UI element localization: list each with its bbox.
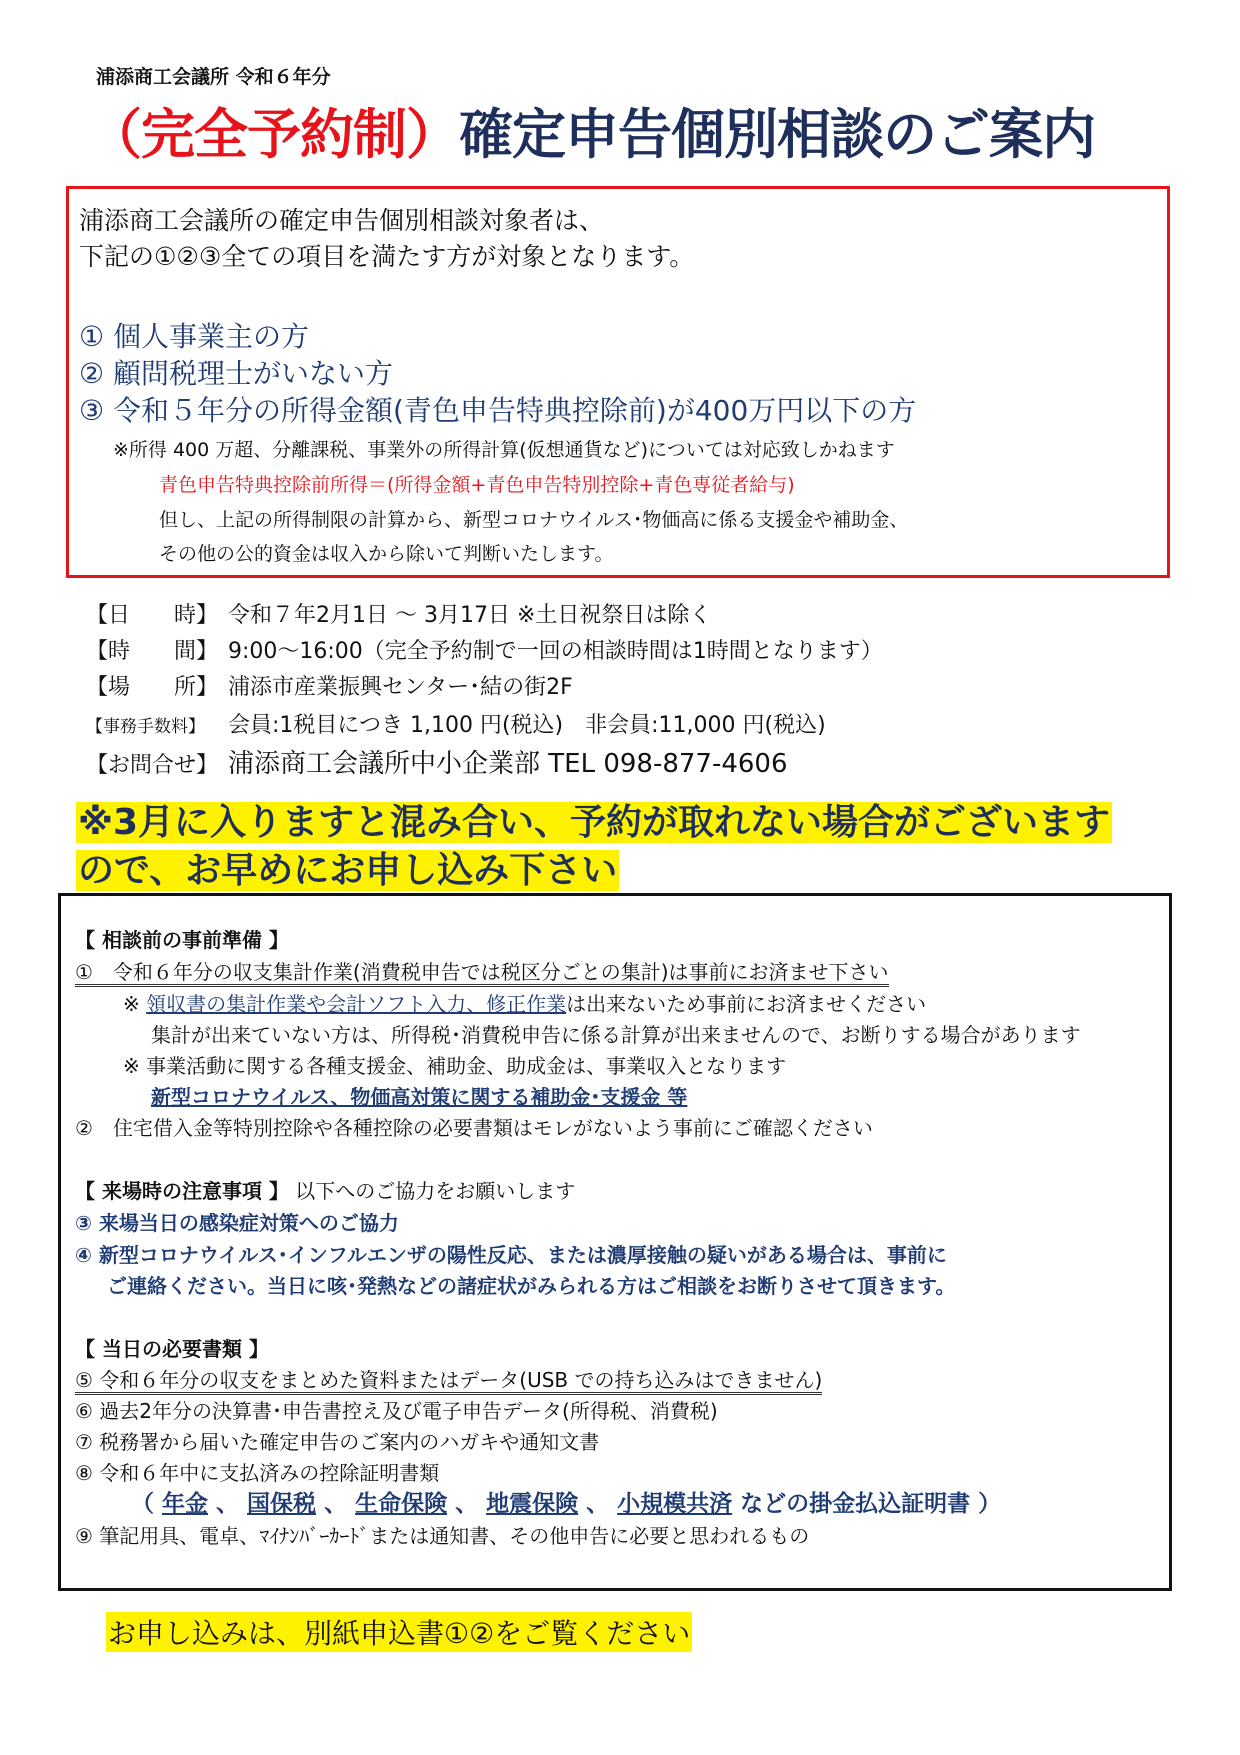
info-contact: [86, 743, 788, 780]
info-fee: [86, 708, 826, 739]
info-time-key: 【時 間】: [86, 639, 219, 664]
cert-health-insurance-tax: 国保税: [247, 1491, 317, 1517]
visit-section: 【 来場時の注意事項 】 以下へのご協力をお願いします: [75, 1179, 576, 1203]
cert-earthquake-insurance: 地震保険: [486, 1491, 579, 1517]
preparation-box: [58, 893, 1172, 1591]
prep-note-1c: ※ 事業活動に関する各種支援金、補助金、助成金は、事業収入となります: [123, 1054, 787, 1078]
title-reservation-label: （完全予約制）: [88, 103, 459, 166]
warning-line-1: ※3月に入りますと混み合い、予約が取れない場合がございます: [78, 802, 1111, 843]
info-date: [86, 598, 711, 629]
documents-item-9: ⑨ 筆記用具、電卓、ﾏｲﾅﾝﾊﾞｰｶｰﾄﾞまたは通知書、その他申告に必要と思われるもの: [75, 1524, 810, 1548]
documents-item-7: ⑦ 税務署から届いた確定申告のご案内のハガキや通知文書: [75, 1430, 600, 1454]
info-fee-value: 会員:1税目につき 1,100 円(税込) 非会員:11,000 円(税込): [228, 713, 826, 738]
eligibility-note-1: ※所得 400 万超、分離課税、事業外の所得計算(仮想通貨など)については対応致しかねます: [113, 439, 895, 461]
documents-heading: 【 当日の必要書類 】: [75, 1337, 269, 1361]
documents-certificate-list: （ 年金 、 国保税 、 生命保険 、 地震保険 、 小規模共済 などの掛金払込証明書 ）: [131, 1491, 1002, 1517]
info-place-key: 【場 所】: [86, 675, 219, 700]
visit-item-3: ③ 来場当日の感染症対策へのご協力: [75, 1211, 399, 1235]
info-date-key: 【日 時】: [86, 603, 219, 628]
cert-small-business-mutual-aid: 小規模共済: [617, 1491, 733, 1517]
cert-life-insurance: 生命保険: [355, 1491, 448, 1517]
warning-line-2: ので、お早めにお申し込み下さい: [78, 850, 618, 891]
organization-line: 浦添商工会議所 令和６年分: [96, 66, 331, 88]
condition-3: ③ 令和５年分の所得金額(青色申告特典控除前)が400万円以下の方: [79, 394, 917, 427]
eligibility-intro-1: 浦添商工会議所の確定申告個別相談対象者は、: [79, 206, 605, 235]
info-place-value: 浦添市産業振興センター･結の街2F: [228, 675, 573, 700]
eligibility-note-red: 青色申告特典控除前所得＝(所得金額+青色申告特別控除+青色専従者給与): [159, 474, 795, 496]
condition-2: ② 顧問税理士がいない方: [79, 357, 394, 390]
footer-application-note: お申し込みは、別紙申込書①②をご覧ください: [106, 1612, 692, 1652]
visit-item-4b: ご連絡ください。当日に咳･発熱などの諸症状がみられる方はご相談をお断りさせて頂きます。: [107, 1274, 956, 1298]
prep-note-1d: 新型コロナウイルス、物価高対策に関する補助金･支援金 等: [151, 1085, 688, 1109]
prep-note-1b: 集計が出来ていない方は、所得税･消費税申告に係る計算が出来ませんので、お断りする場合があります: [151, 1023, 1081, 1047]
eligibility-box: [66, 186, 1170, 578]
title-main: 確定申告個別相談のご案内: [459, 103, 1095, 166]
page-title: [88, 92, 1095, 169]
info-place: [86, 670, 573, 701]
info-fee-key: 【事務手数料】: [86, 717, 205, 737]
info-contact-key: 【お問合せ】: [86, 753, 219, 778]
eligibility-intro-2: 下記の①②③全ての項目を満たす方が対象となります。: [79, 242, 695, 271]
cert-pension: 年金: [162, 1491, 209, 1517]
prep-item-2: ② 住宅借入金等特別控除や各種控除の必要書類はモレがないよう事前にご確認ください: [75, 1116, 873, 1140]
info-date-value: 令和７年2月1日 ～ 3月17日 ※土日祝祭日は除く: [228, 603, 712, 628]
prep-note-1a: ※ 領収書の集計作業や会計ソフト入力、修正作業は出来ないため事前にお済ませください: [123, 992, 927, 1016]
info-contact-value: 浦添商工会議所中小企業部 TEL 098-877-4606: [228, 749, 788, 779]
info-time: [86, 634, 883, 665]
eligibility-note-2: 但し、上記の所得制限の計算から、新型コロナウイルス･物価高に係る支援金や補助金、: [159, 509, 909, 531]
documents-item-8: ⑧ 令和６年中に支払済みの控除証明書類: [75, 1461, 440, 1485]
eligibility-note-3: その他の公的資金は収入から除いて判断いたします。: [159, 543, 614, 565]
info-time-value: 9:00～16:00（完全予約制で一回の相談時間は1時間となります）: [228, 639, 883, 664]
documents-item-5: ⑤ 令和６年分の収支をまとめた資料またはデータ(USB での持ち込みはできません): [75, 1364, 822, 1393]
visit-item-4a: ④ 新型コロナウイルス･インフルエンザの陽性反応、または濃厚接触の疑いがある場合は、事前に: [75, 1243, 947, 1267]
condition-1: ① 個人事業主の方: [79, 320, 310, 353]
prep-heading: 【 相談前の事前準備 】: [75, 928, 289, 952]
prep-item-1: ① 令和６年分の収支集計作業(消費税申告では税区分ごとの集計)は事前にお済ませ下さい: [75, 956, 889, 985]
documents-item-6: ⑥ 過去2年分の決算書･申告書控え及び電子申告データ(所得税、消費税): [75, 1399, 718, 1423]
